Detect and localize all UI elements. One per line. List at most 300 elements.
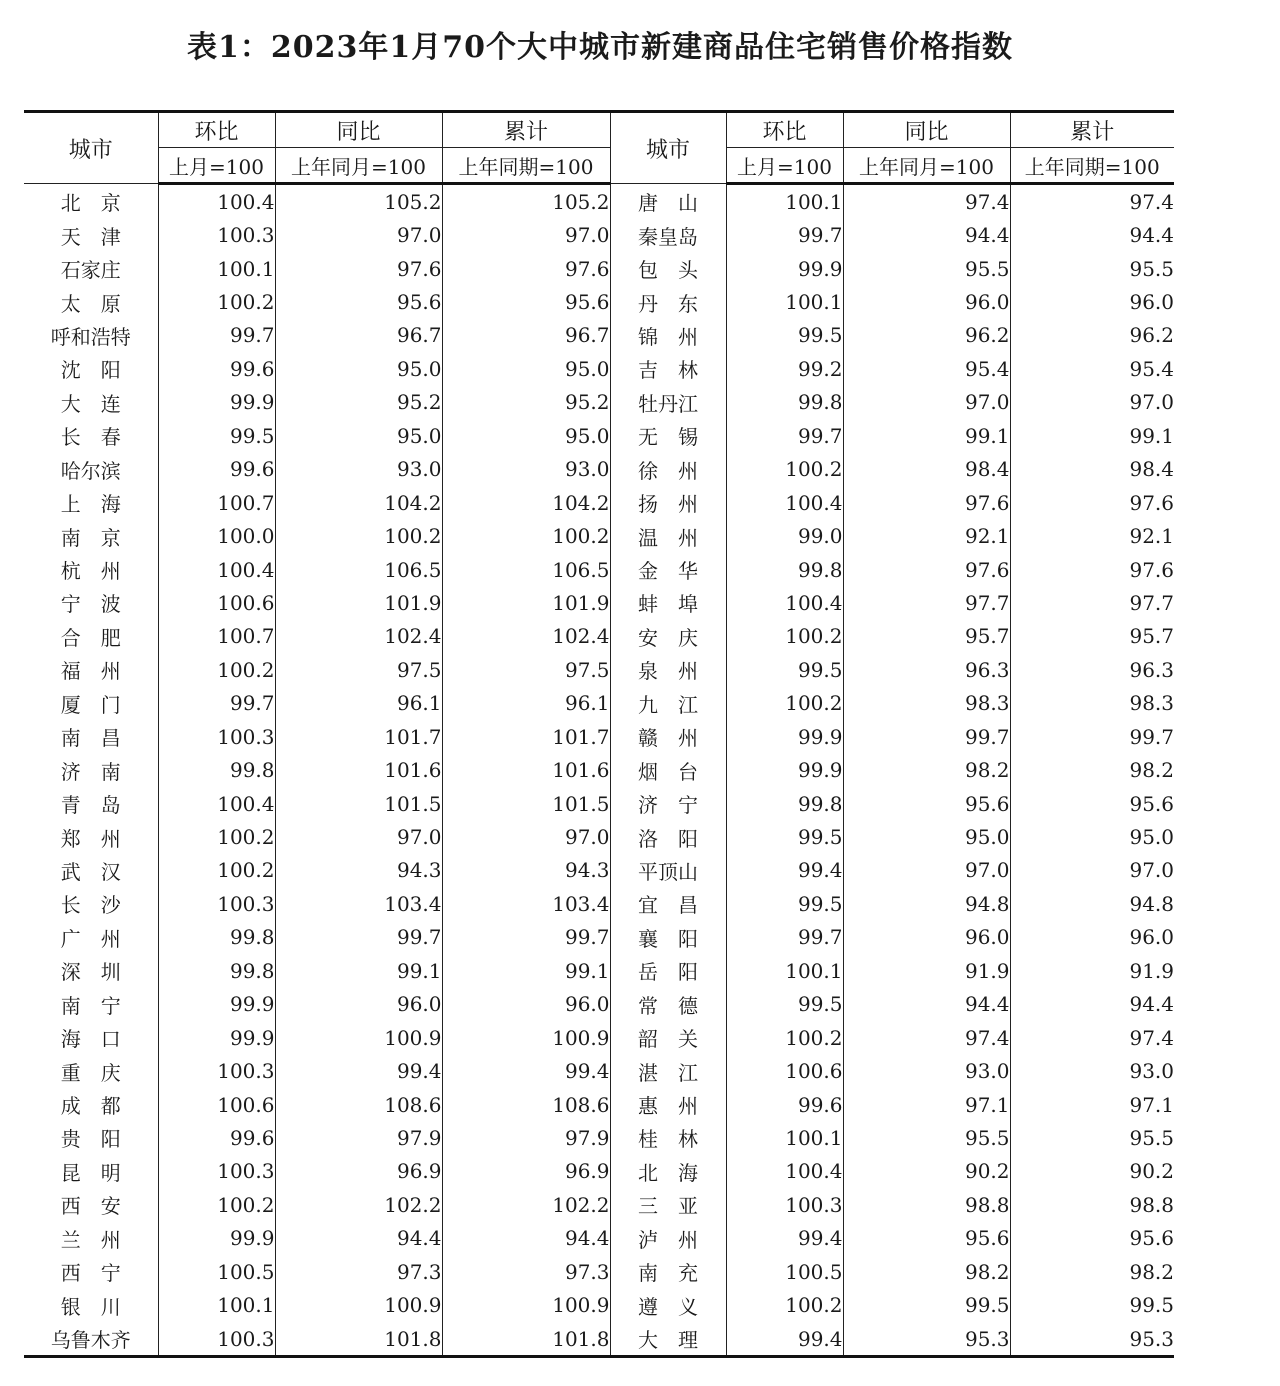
cum-header: 累计: [1010, 112, 1174, 148]
cum-value-cell: 99.4: [442, 1054, 610, 1087]
cum-value-cell: 97.0: [442, 820, 610, 853]
yoy-value-cell: 97.4: [843, 1021, 1010, 1054]
mom-value-cell: 99.8: [726, 386, 843, 419]
cum-value-cell: 101.8: [442, 1322, 610, 1357]
page-title: 表1：2023年1月70个大中城市新建商品住宅销售价格指数: [187, 30, 1013, 65]
yoy-value-cell: 97.1: [843, 1088, 1010, 1121]
table-row: [24, 1021, 1174, 1054]
mom-header: 环比: [158, 112, 275, 148]
cum-value-cell: 106.5: [442, 553, 610, 586]
mom-value-cell: 99.8: [158, 753, 275, 786]
table-row: [24, 1222, 1174, 1255]
cum-value-cell: 103.4: [442, 887, 610, 920]
city-name-cell: 惠 州: [610, 1088, 726, 1121]
city-name-cell: 贵 阳: [24, 1121, 158, 1154]
yoy-value-cell: 102.4: [275, 620, 442, 653]
table-row: [24, 386, 1174, 419]
city-name-cell: 杭 州: [24, 553, 158, 586]
city-name-cell: 青 岛: [24, 787, 158, 820]
cum-value-cell: 96.0: [1129, 290, 1174, 315]
mom-value-cell: 100.1: [726, 184, 843, 219]
yoy-value-cell: 96.1: [275, 687, 442, 720]
mom-value-cell: 99.8: [158, 954, 275, 987]
city-name-cell: 大 理: [610, 1322, 726, 1357]
table-row: [24, 586, 1174, 619]
mom-value-cell: 100.1: [158, 252, 275, 285]
mom-value-cell: 99.9: [726, 753, 843, 786]
table-row: [24, 184, 1174, 219]
table-row: [24, 887, 1174, 920]
yoy-value-cell: 96.2: [843, 319, 1010, 352]
cum-value-cell: 94.3: [442, 854, 610, 887]
yoy-value-cell: 97.9: [275, 1121, 442, 1154]
city-name-cell: 安 庆: [610, 620, 726, 653]
yoy-value-cell: 97.6: [275, 252, 442, 285]
yoy-value-cell: 103.4: [275, 887, 442, 920]
city-name-cell: 合 肥: [24, 620, 158, 653]
cum-value-cell: 100.9: [442, 1288, 610, 1321]
yoy-base-header: 上年同月=100: [843, 148, 1010, 184]
cum-value-cell: 96.0: [1129, 925, 1174, 950]
mom-value-cell: 99.5: [726, 887, 843, 920]
yoy-value-cell: 94.4: [843, 218, 1010, 251]
mom-value-cell: 100.2: [726, 453, 843, 486]
mom-value-cell: 100.7: [158, 620, 275, 653]
city-name-cell: 银 川: [24, 1288, 158, 1321]
mom-value-cell: 99.8: [726, 787, 843, 820]
mom-value-cell: 99.5: [726, 653, 843, 686]
mom-value-cell: 100.5: [726, 1255, 843, 1288]
mom-value-cell: 99.7: [726, 419, 843, 452]
cum-value-cell: 96.0: [442, 988, 610, 1021]
city-name-cell: 济 南: [24, 753, 158, 786]
cum-value-cell: 97.6: [1129, 557, 1174, 582]
cum-value-cell: 98.4: [1129, 457, 1174, 482]
mom-value-cell: 99.5: [726, 319, 843, 352]
city-name-cell: 唐 山: [610, 184, 726, 219]
mom-value-cell: 100.3: [158, 720, 275, 753]
table-row: [24, 954, 1174, 987]
mom-value-cell: 99.5: [726, 988, 843, 1021]
cum-value-cell: 90.2: [1129, 1159, 1174, 1184]
mom-value-cell: 99.7: [726, 921, 843, 954]
yoy-value-cell: 94.3: [275, 854, 442, 887]
city-name-cell: 牡丹江: [610, 386, 726, 419]
cum-value-cell: 97.0: [442, 218, 610, 251]
header-row: [24, 112, 1174, 148]
cum-value-cell: 95.5: [1129, 1125, 1174, 1150]
subheader-row: [24, 148, 1174, 184]
city-name-cell: 成 都: [24, 1088, 158, 1121]
mom-value-cell: 99.9: [726, 720, 843, 753]
cum-value-cell: 97.3: [442, 1255, 610, 1288]
yoy-value-cell: 101.8: [275, 1322, 442, 1357]
city-name-cell: 包 头: [610, 252, 726, 285]
cum-value-cell: 98.3: [1129, 691, 1174, 716]
mom-value-cell: 100.0: [158, 519, 275, 552]
mom-value-cell: 100.1: [726, 285, 843, 318]
mom-value-cell: 99.9: [158, 1021, 275, 1054]
cum-value-cell: 101.7: [442, 720, 610, 753]
city-name-cell: 烟 台: [610, 753, 726, 786]
city-name-cell: 南 宁: [24, 988, 158, 1021]
cum-value-cell: 101.5: [442, 787, 610, 820]
yoy-value-cell: 96.9: [275, 1155, 442, 1188]
cum-value-cell: 93.0: [442, 453, 610, 486]
yoy-value-cell: 97.0: [275, 820, 442, 853]
city-name-cell: 南 京: [24, 519, 158, 552]
cum-value-cell: 98.2: [1129, 758, 1174, 783]
yoy-value-cell: 98.2: [843, 1255, 1010, 1288]
city-name-cell: 长 春: [24, 419, 158, 452]
city-header: 城市: [610, 112, 726, 184]
table-row: [24, 988, 1174, 1021]
yoy-value-cell: 98.4: [843, 453, 1010, 486]
city-name-cell: 海 口: [24, 1021, 158, 1054]
yoy-value-cell: 105.2: [275, 184, 442, 219]
yoy-value-cell: 95.6: [843, 787, 1010, 820]
yoy-value-cell: 98.2: [843, 753, 1010, 786]
city-name-cell: 吉 林: [610, 352, 726, 385]
city-name-cell: 重 庆: [24, 1054, 158, 1087]
cum-value-cell: 95.6: [442, 285, 610, 318]
mom-value-cell: 100.3: [158, 887, 275, 920]
cum-value-cell: 99.7: [442, 921, 610, 954]
city-header: 城市: [24, 112, 158, 184]
table-row: [24, 1121, 1174, 1154]
city-name-cell: 郑 州: [24, 820, 158, 853]
mom-value-cell: 100.5: [158, 1255, 275, 1288]
yoy-value-cell: 95.0: [275, 419, 442, 452]
yoy-value-cell: 97.7: [843, 586, 1010, 619]
cum-value-cell: 96.7: [442, 319, 610, 352]
city-name-cell: 昆 明: [24, 1155, 158, 1188]
city-name-cell: 秦皇岛: [610, 218, 726, 251]
yoy-value-cell: 94.4: [843, 988, 1010, 1021]
yoy-value-cell: 100.2: [275, 519, 442, 552]
cum-value-cell: 108.6: [442, 1088, 610, 1121]
yoy-value-cell: 94.8: [843, 887, 1010, 920]
city-name-cell: 遵 义: [610, 1288, 726, 1321]
yoy-value-cell: 94.4: [275, 1222, 442, 1255]
yoy-value-cell: 95.7: [843, 620, 1010, 653]
mom-value-cell: 100.1: [726, 1121, 843, 1154]
city-name-cell: 哈尔滨: [24, 453, 158, 486]
mom-value-cell: 99.6: [158, 1121, 275, 1154]
table-row: [24, 319, 1174, 352]
yoy-value-cell: 97.6: [843, 553, 1010, 586]
yoy-value-cell: 92.1: [843, 519, 1010, 552]
yoy-value-cell: 96.7: [275, 319, 442, 352]
cum-value-cell: 95.0: [442, 419, 610, 452]
cum-value-cell: 92.1: [1129, 524, 1174, 549]
yoy-value-cell: 104.2: [275, 486, 442, 519]
city-name-cell: 南 昌: [24, 720, 158, 753]
cum-value-cell: 105.2: [442, 184, 610, 219]
yoy-value-cell: 99.4: [275, 1054, 442, 1087]
city-name-cell: 太 原: [24, 285, 158, 318]
table-row: [24, 820, 1174, 853]
table-row: [24, 720, 1174, 753]
cum-value-cell: 95.5: [1129, 256, 1174, 281]
yoy-value-cell: 95.5: [843, 1121, 1010, 1154]
mom-value-cell: 100.1: [726, 954, 843, 987]
mom-value-cell: 99.4: [726, 854, 843, 887]
city-name-cell: 扬 州: [610, 486, 726, 519]
table-row: [24, 252, 1174, 285]
cum-value-cell: 94.4: [442, 1222, 610, 1255]
yoy-value-cell: 99.1: [843, 419, 1010, 452]
cum-value-cell: 97.4: [1129, 1025, 1174, 1050]
table-row: [24, 1288, 1174, 1321]
mom-value-cell: 99.9: [726, 252, 843, 285]
mom-header: 环比: [726, 112, 843, 148]
city-name-cell: 宜 昌: [610, 887, 726, 920]
mom-value-cell: 99.5: [726, 820, 843, 853]
yoy-value-cell: 100.9: [275, 1288, 442, 1321]
cum-value-cell: 97.9: [442, 1121, 610, 1154]
cum-value-cell: 96.1: [442, 687, 610, 720]
mom-value-cell: 100.2: [158, 1188, 275, 1221]
price-index-table: [24, 110, 1174, 1358]
cum-value-cell: 95.6: [1129, 1226, 1174, 1251]
yoy-value-cell: 97.0: [843, 854, 1010, 887]
yoy-value-cell: 95.0: [843, 820, 1010, 853]
mom-value-cell: 99.7: [158, 687, 275, 720]
cum-value-cell: 95.3: [1010, 1322, 1174, 1357]
yoy-value-cell: 97.5: [275, 653, 442, 686]
mom-value-cell: 99.8: [158, 921, 275, 954]
mom-value-cell: 100.7: [158, 486, 275, 519]
yoy-value-cell: 106.5: [275, 553, 442, 586]
table-row: [24, 753, 1174, 786]
mom-value-cell: 99.7: [726, 218, 843, 251]
mom-base-header: 上月=100: [158, 148, 275, 184]
city-name-cell: 乌鲁木齐: [24, 1322, 158, 1357]
yoy-value-cell: 95.6: [275, 285, 442, 318]
cum-header: 累计: [442, 112, 610, 148]
cum-value-cell: 95.0: [1129, 825, 1174, 850]
cum-value-cell: 96.2: [1129, 323, 1174, 348]
mom-value-cell: 99.4: [726, 1322, 843, 1357]
city-name-cell: 平顶山: [610, 854, 726, 887]
city-name-cell: 呼和浩特: [24, 319, 158, 352]
table-row: [24, 519, 1174, 552]
cum-value-cell: 97.1: [1129, 1092, 1174, 1117]
city-name-cell: 锦 州: [610, 319, 726, 352]
cum-value-cell: 104.2: [442, 486, 610, 519]
city-name-cell: 福 州: [24, 653, 158, 686]
city-name-cell: 温 州: [610, 519, 726, 552]
yoy-value-cell: 99.5: [843, 1288, 1010, 1321]
yoy-header: 同比: [843, 112, 1010, 148]
table-row: [24, 419, 1174, 452]
city-name-cell: 广 州: [24, 921, 158, 954]
city-name-cell: 武 汉: [24, 854, 158, 887]
city-name-cell: 沈 阳: [24, 352, 158, 385]
mom-value-cell: 100.6: [158, 586, 275, 619]
cum-value-cell: 100.9: [442, 1021, 610, 1054]
city-name-cell: 长 沙: [24, 887, 158, 920]
table-row: [24, 620, 1174, 653]
city-name-cell: 赣 州: [610, 720, 726, 753]
cum-value-cell: 97.5: [442, 653, 610, 686]
cum-value-cell: 102.4: [442, 620, 610, 653]
yoy-value-cell: 98.8: [843, 1188, 1010, 1221]
mom-value-cell: 100.3: [726, 1188, 843, 1221]
yoy-value-cell: 101.7: [275, 720, 442, 753]
mom-value-cell: 100.2: [726, 1021, 843, 1054]
table-row: [24, 921, 1174, 954]
yoy-value-cell: 90.2: [843, 1155, 1010, 1188]
cum-base-header: 上年同期=100: [1010, 148, 1174, 184]
yoy-value-cell: 99.7: [275, 921, 442, 954]
yoy-base-header: 上年同月=100: [275, 148, 442, 184]
mom-value-cell: 99.5: [158, 419, 275, 452]
cum-value-cell: 97.0: [1129, 390, 1174, 415]
mom-value-cell: 100.2: [158, 653, 275, 686]
city-name-cell: 湛 江: [610, 1054, 726, 1087]
city-name-cell: 石家庄: [24, 252, 158, 285]
mom-value-cell: 99.9: [158, 988, 275, 1021]
table-row: [24, 453, 1174, 486]
mom-base-header: 上月=100: [726, 148, 843, 184]
yoy-value-cell: 95.6: [843, 1222, 1010, 1255]
mom-value-cell: 100.3: [158, 1322, 275, 1357]
yoy-value-cell: 96.0: [275, 988, 442, 1021]
yoy-value-cell: 99.7: [843, 720, 1010, 753]
city-name-cell: 无 锡: [610, 419, 726, 452]
mom-value-cell: 100.4: [158, 787, 275, 820]
yoy-value-cell: 97.0: [275, 218, 442, 251]
yoy-value-cell: 101.9: [275, 586, 442, 619]
city-name-cell: 深 圳: [24, 954, 158, 987]
city-name-cell: 厦 门: [24, 687, 158, 720]
cum-value-cell: 101.6: [442, 753, 610, 786]
mom-value-cell: 100.4: [726, 586, 843, 619]
city-name-cell: 宁 波: [24, 586, 158, 619]
mom-value-cell: 99.6: [158, 352, 275, 385]
table-body: [24, 184, 1174, 1357]
cum-value-cell: 99.1: [442, 954, 610, 987]
yoy-value-cell: 95.3: [843, 1322, 1010, 1357]
yoy-value-cell: 99.1: [275, 954, 442, 987]
mom-value-cell: 100.4: [158, 184, 275, 219]
mom-value-cell: 100.2: [726, 1288, 843, 1321]
mom-value-cell: 99.9: [158, 1222, 275, 1255]
city-name-cell: 泉 州: [610, 653, 726, 686]
mom-value-cell: 100.2: [726, 687, 843, 720]
yoy-value-cell: 97.3: [275, 1255, 442, 1288]
cum-value-cell: 93.0: [1129, 1059, 1174, 1084]
city-name-cell: 泸 州: [610, 1222, 726, 1255]
table-row: [24, 486, 1174, 519]
mom-value-cell: 100.2: [726, 620, 843, 653]
yoy-value-cell: 98.3: [843, 687, 1010, 720]
city-name-cell: 南 充: [610, 1255, 726, 1288]
yoy-value-cell: 97.6: [843, 486, 1010, 519]
table-row: [24, 1054, 1174, 1087]
yoy-value-cell: 108.6: [275, 1088, 442, 1121]
cum-base-header: 上年同期=100: [442, 148, 610, 184]
mom-value-cell: 100.2: [158, 285, 275, 318]
mom-value-cell: 100.4: [726, 1155, 843, 1188]
yoy-value-cell: 100.9: [275, 1021, 442, 1054]
yoy-value-cell: 96.3: [843, 653, 1010, 686]
cum-value-cell: 95.0: [442, 352, 610, 385]
city-name-cell: 兰 州: [24, 1222, 158, 1255]
yoy-value-cell: 93.0: [275, 453, 442, 486]
cum-value-cell: 97.6: [1129, 490, 1174, 515]
cum-value-cell: 96.9: [442, 1155, 610, 1188]
city-name-cell: 济 宁: [610, 787, 726, 820]
city-name-cell: 西 宁: [24, 1255, 158, 1288]
cum-value-cell: 94.4: [1129, 992, 1174, 1017]
mom-value-cell: 99.9: [158, 386, 275, 419]
cum-value-cell: 101.9: [442, 586, 610, 619]
cum-value-cell: 98.2: [1129, 1259, 1174, 1284]
table-row: [24, 1188, 1174, 1221]
city-name-cell: 岳 阳: [610, 954, 726, 987]
yoy-value-cell: 96.0: [843, 921, 1010, 954]
table-row: [24, 1322, 1174, 1357]
mom-value-cell: 100.6: [726, 1054, 843, 1087]
city-name-cell: 桂 林: [610, 1121, 726, 1154]
table-row: [24, 1155, 1174, 1188]
cum-value-cell: 97.7: [1129, 590, 1174, 615]
yoy-value-cell: 95.4: [843, 352, 1010, 385]
cum-value-cell: 99.1: [1129, 423, 1174, 448]
cum-value-cell: 96.3: [1129, 657, 1174, 682]
city-name-cell: 韶 关: [610, 1021, 726, 1054]
cum-value-cell: 91.9: [1129, 958, 1174, 983]
mom-value-cell: 100.4: [726, 486, 843, 519]
table-row: [24, 787, 1174, 820]
cum-value-cell: 99.7: [1129, 724, 1174, 749]
mom-value-cell: 99.6: [726, 1088, 843, 1121]
city-name-cell: 常 德: [610, 988, 726, 1021]
mom-value-cell: 99.0: [726, 519, 843, 552]
yoy-value-cell: 95.2: [275, 386, 442, 419]
table-row: [24, 854, 1174, 887]
city-name-cell: 徐 州: [610, 453, 726, 486]
yoy-value-cell: 95.0: [275, 352, 442, 385]
city-name-cell: 蚌 埠: [610, 586, 726, 619]
city-name-cell: 天 津: [24, 218, 158, 251]
mom-value-cell: 99.7: [158, 319, 275, 352]
city-name-cell: 三 亚: [610, 1188, 726, 1221]
city-name-cell: 北 海: [610, 1155, 726, 1188]
mom-value-cell: 99.6: [158, 453, 275, 486]
yoy-value-cell: 95.5: [843, 252, 1010, 285]
yoy-value-cell: 93.0: [843, 1054, 1010, 1087]
mom-value-cell: 100.3: [158, 218, 275, 251]
city-name-cell: 北 京: [24, 184, 158, 219]
cum-value-cell: 97.0: [1129, 858, 1174, 883]
mom-value-cell: 100.3: [158, 1054, 275, 1087]
yoy-value-cell: 96.0: [843, 285, 1010, 318]
cum-value-cell: 97.4: [1129, 189, 1174, 214]
table-row: [24, 352, 1174, 385]
mom-value-cell: 99.2: [726, 352, 843, 385]
cum-value-cell: 99.5: [1129, 1293, 1174, 1318]
yoy-value-cell: 101.6: [275, 753, 442, 786]
cum-value-cell: 98.8: [1129, 1192, 1174, 1217]
city-name-cell: 丹 东: [610, 285, 726, 318]
cum-value-cell: 95.6: [1129, 791, 1174, 816]
city-name-cell: 西 安: [24, 1188, 158, 1221]
mom-value-cell: 100.2: [158, 820, 275, 853]
